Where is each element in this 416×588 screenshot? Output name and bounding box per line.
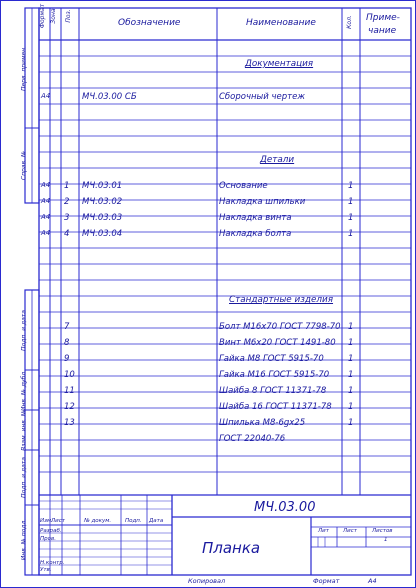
stamp-listov-value: 1 xyxy=(384,537,388,543)
side-vzam-inv: Взам. инв. № xyxy=(20,410,28,451)
row-position: 2 xyxy=(64,197,70,207)
row-quantity: 1 xyxy=(348,322,354,332)
row-position: 3 xyxy=(64,213,70,223)
side-perv-primen: Перв. примен. xyxy=(20,45,28,92)
stamp-list: Лист xyxy=(51,518,65,524)
row-position: 1 xyxy=(64,181,70,191)
row-name: Накладка винта xyxy=(219,213,292,223)
stamp-razrab: Разраб. xyxy=(40,528,62,534)
row-position: 7 xyxy=(64,322,70,332)
stamp-doc-code: МЧ.03.00 xyxy=(254,500,316,515)
row-quantity: 1 xyxy=(348,386,354,396)
row-format: А4 xyxy=(41,92,51,100)
row-position: 11 xyxy=(64,386,75,396)
row-position: 13 xyxy=(64,418,75,428)
section-standard: Стандартные изделия xyxy=(229,295,334,305)
header-qty: Кол. xyxy=(346,15,353,29)
stamp-izm: Изм. xyxy=(40,518,53,524)
stamp-listov: Листов xyxy=(372,528,393,534)
row-position: 9 xyxy=(64,354,70,364)
row-name: Шпилька М8-6gх25 xyxy=(219,418,306,428)
stamp-nkontr: Н.контр. xyxy=(40,560,65,566)
row-quantity: 1 xyxy=(348,418,354,428)
side-podp-data-2: Подп. и дата xyxy=(20,457,28,498)
header-format: Формат xyxy=(39,3,46,29)
row-position: 10 xyxy=(64,370,75,380)
row-name: Сборочный чертеж xyxy=(219,92,305,102)
row-name: Накладка шпильки xyxy=(219,197,306,207)
row-quantity: 1 xyxy=(348,229,354,239)
footer-copied: Копировал xyxy=(188,577,226,585)
row-format: А4 xyxy=(41,197,51,205)
header-note-2: чание xyxy=(368,26,397,36)
row-quantity: 1 xyxy=(348,338,354,348)
row-quantity: 1 xyxy=(348,213,354,223)
section-details: Детали xyxy=(260,155,295,165)
row-format: А4 xyxy=(41,229,51,237)
row-position: 8 xyxy=(64,338,70,348)
header-designation: Обозначение xyxy=(118,18,181,28)
row-name: Гайка М16 ГОСТ 5915-70 xyxy=(219,370,330,380)
row-position: 12 xyxy=(64,402,75,412)
header-note-1: Приме- xyxy=(366,13,400,23)
stamp-podp: Подп. xyxy=(125,518,142,524)
side-podp-data-1: Подп. и дата xyxy=(20,310,28,351)
stamp-data: Дата xyxy=(149,518,164,524)
row-designation: МЧ.03.02 xyxy=(82,197,123,207)
stamp-utv: Утв. xyxy=(40,567,52,573)
row-format: А4 xyxy=(41,181,51,189)
footer-format-label: Формат xyxy=(313,577,340,585)
row-designation: МЧ.03.00 СБ xyxy=(82,92,137,102)
side-inv-podl: Инв. № подл. xyxy=(20,518,28,561)
stamp-title: Планка xyxy=(202,539,261,557)
row-name: Основание xyxy=(219,181,268,191)
footer-format-value: А4 xyxy=(368,577,377,585)
row-name: Винт М6х20 ГОСТ 1491-80 xyxy=(219,338,336,348)
row-quantity: 1 xyxy=(348,370,354,380)
row-quantity: 1 xyxy=(348,402,354,412)
stamp-ndokum: № докум. xyxy=(84,518,112,524)
header-pos: Поз. xyxy=(65,9,72,23)
row-name: ГОСТ 22040-76 xyxy=(219,434,286,444)
stamp-prov: Пров. xyxy=(40,536,56,542)
side-sprav: Справ. № xyxy=(20,150,28,181)
row-name: Шайба 16 ГОСТ 11371-78 xyxy=(219,402,332,412)
header-zone: Зона xyxy=(50,8,57,24)
section-documentation: Документация xyxy=(245,59,314,69)
stamp-lit: Лит xyxy=(318,528,329,534)
row-name: Накладка болта xyxy=(219,229,292,239)
side-inv-dubl: Инв. № дубл. xyxy=(20,369,28,412)
row-quantity: 1 xyxy=(348,181,354,191)
row-position: 4 xyxy=(64,229,70,239)
row-quantity: 1 xyxy=(348,197,354,207)
row-name: Болт М16х70 ГОСТ 7798-70 xyxy=(219,322,341,332)
row-designation: МЧ.03.04 xyxy=(82,229,123,239)
row-format: А4 xyxy=(41,213,51,221)
stamp-list2: Лист xyxy=(343,528,357,534)
row-name: Гайка М8 ГОСТ 5915-70 xyxy=(219,354,324,364)
header-name: Наименование xyxy=(246,18,316,28)
row-name: Шайба 8 ГОСТ 11371-78 xyxy=(219,386,327,396)
row-designation: МЧ.03.01 xyxy=(82,181,123,191)
row-quantity: 1 xyxy=(348,354,354,364)
row-designation: МЧ.03.03 xyxy=(82,213,123,223)
